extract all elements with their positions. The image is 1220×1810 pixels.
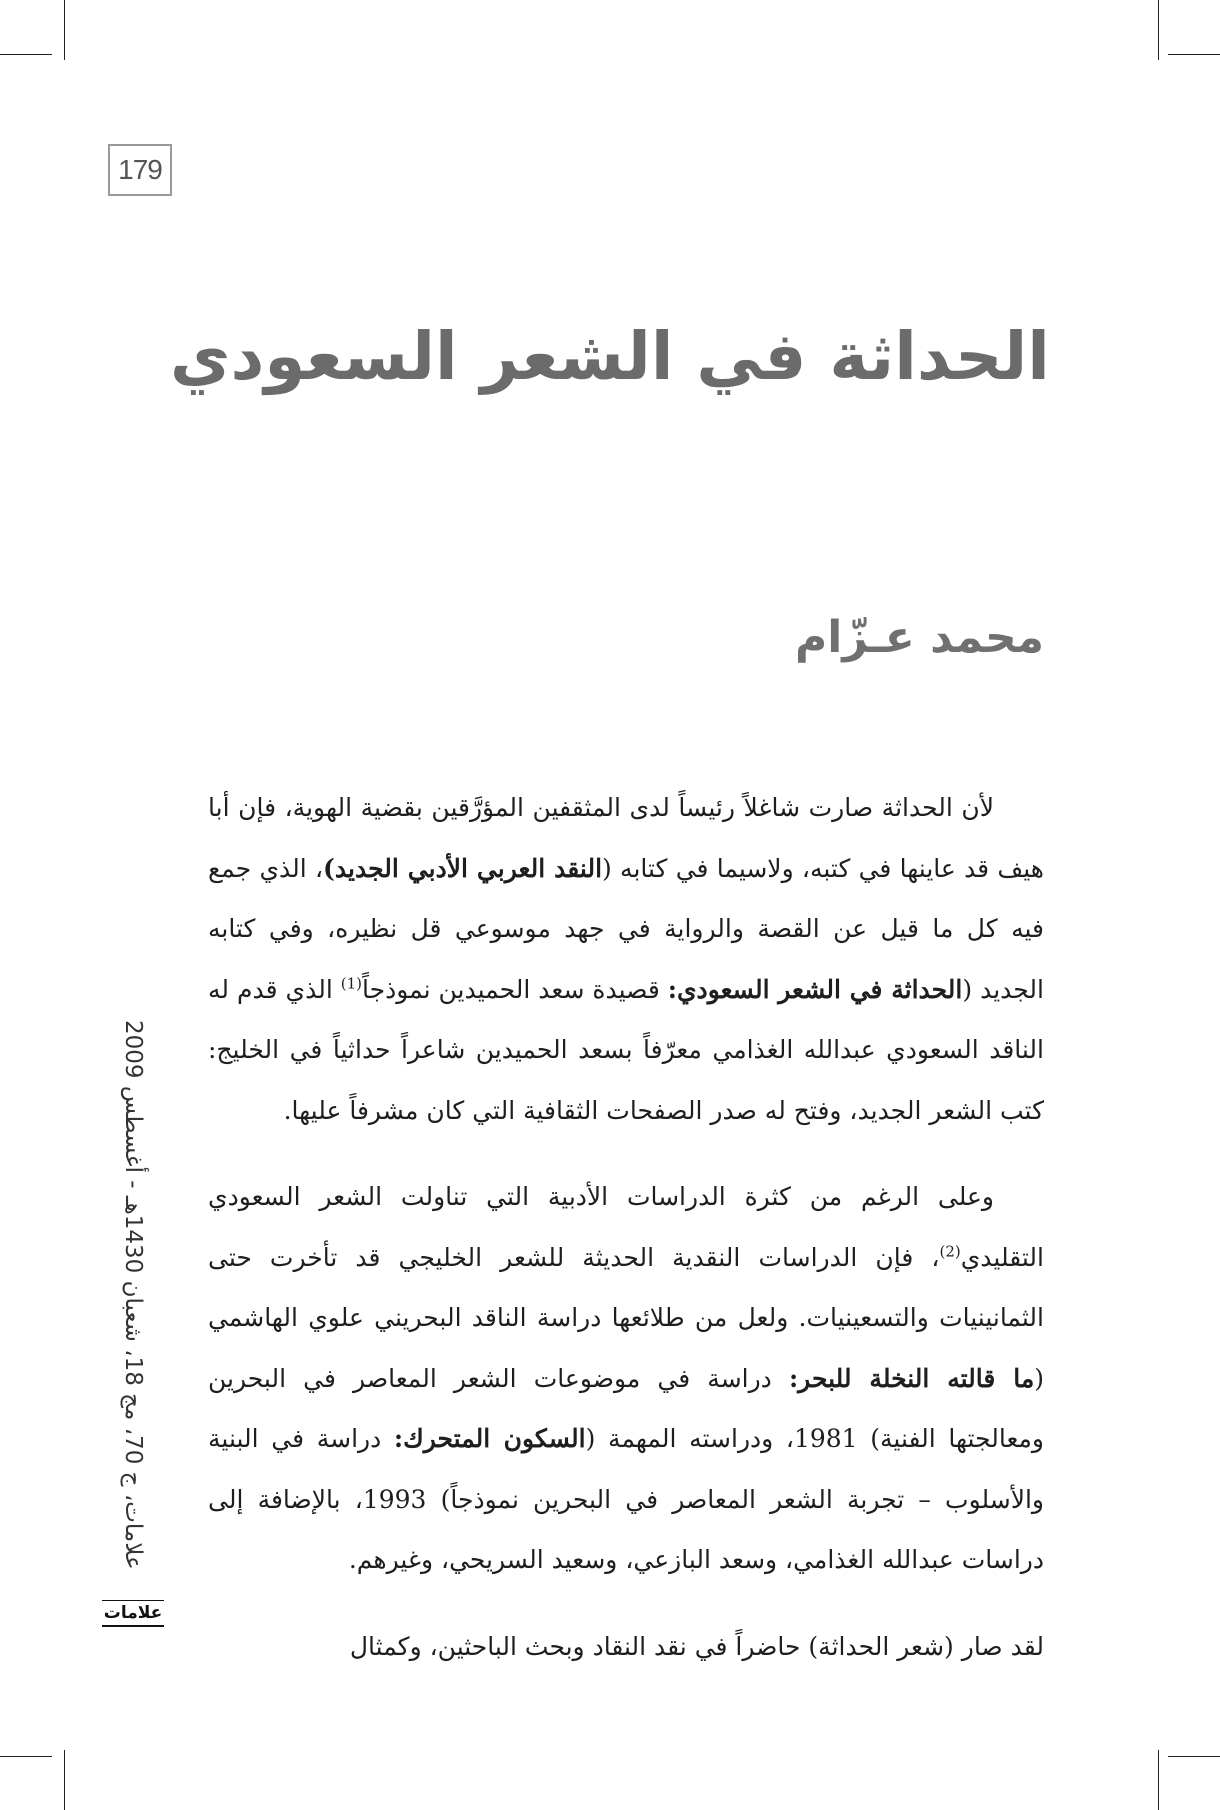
- footnote-marker: (2): [939, 1242, 961, 1261]
- footnote-marker: (1): [340, 974, 363, 993]
- text-run: ، فإن الدراسات النقدية الحديثة للشعر الخليجي قد تأخرت حتى الثمانينيات والتسعينيات. ولعل من طلائعها دراسة الناقد البحريني علوي الهاشمي (: [208, 1242, 1045, 1393]
- journal-logo: علامات: [102, 1600, 164, 1627]
- crop-mark-bottom-left: [64, 1750, 65, 1810]
- article-title: الحداثة في الشعر السعودي: [170, 318, 1050, 395]
- text-run: لأن الحداثة صارت شاغلاً رئيساً لدى المثقفين المؤرَّقين بقضية الهوية، فإن أبا هيف قد عاينها في كتبه، ولاسيما في كتابه (: [208, 793, 1044, 883]
- paragraph-1: [208, 778, 1044, 1141]
- text-run: دراسة في موضوعات الشعر المعاصر في البحرين ومعالجتها الفنية) 1981، ودراسته المهمة (: [208, 1363, 1044, 1453]
- text-run: وعلى الرغم من كثرة الدراسات الأدبية التي تناولت الشعر السعودي التقليدي: [208, 1182, 1044, 1272]
- crop-mark-top-left: [64, 0, 65, 60]
- text-run: قصيدة سعد الحميدين نموذجاً: [362, 974, 668, 1004]
- paragraph-2: [208, 1167, 1044, 1591]
- text-run: الذي قدم له الناقد السعودي عبدالله الغذامي معرّفاً بسعد الحميدين شاعراً حداثياً في الخليج: كتب الشعر الجديد، وفتح له صدر الصفحات الثقافية التي كان مشرفاً عليها.: [208, 974, 1044, 1125]
- journal-issue-info: علامات، ج 70، مج 18، شعبان 1430هـ - أغسطس 2009: [120, 1020, 146, 1570]
- crop-mark-top-right-h: [1168, 54, 1220, 55]
- text-run: ، الذي جمع فيه كل ما قيل عن القصة والرواية في جهد موسوعي قل نظيره، وفي كتابه الجديد (: [208, 853, 1044, 1004]
- crop-mark-top-left-h: [0, 54, 52, 55]
- crop-mark-bottom-right: [1158, 1750, 1159, 1810]
- book-title-bold: ما قالته النخلة للبحر:: [788, 1363, 1035, 1393]
- crop-mark-bottom-right-h: [1168, 1756, 1220, 1757]
- author-name: محمد عـزّام: [795, 612, 1044, 663]
- crop-mark-bottom-left-h: [0, 1756, 52, 1757]
- paragraph-3: لقد صار (شعر الحداثة) حاضراً في نقد النقاد وبحث الباحثين، وكمثال: [349, 1631, 1044, 1661]
- book-title-bold: السكون المتحرك:: [393, 1424, 586, 1453]
- text-run: دراسة في البنية والأسلوب – تجربة الشعر المعاصر في البحرين نموذجاً) 1993، بالإضافة إلى دراسات عبدالله الغذامي، وسعد البازعي، وسعيد السريحي، وغيرهم.: [208, 1424, 1044, 1574]
- crop-mark-top-right: [1158, 0, 1159, 60]
- page-number: 179: [108, 144, 172, 196]
- book-title-bold: النقد العربي الأدبي الجديد): [323, 853, 603, 883]
- book-title-bold: الحداثة في الشعر السعودي:: [667, 974, 963, 1004]
- article-body: [208, 778, 1044, 1677]
